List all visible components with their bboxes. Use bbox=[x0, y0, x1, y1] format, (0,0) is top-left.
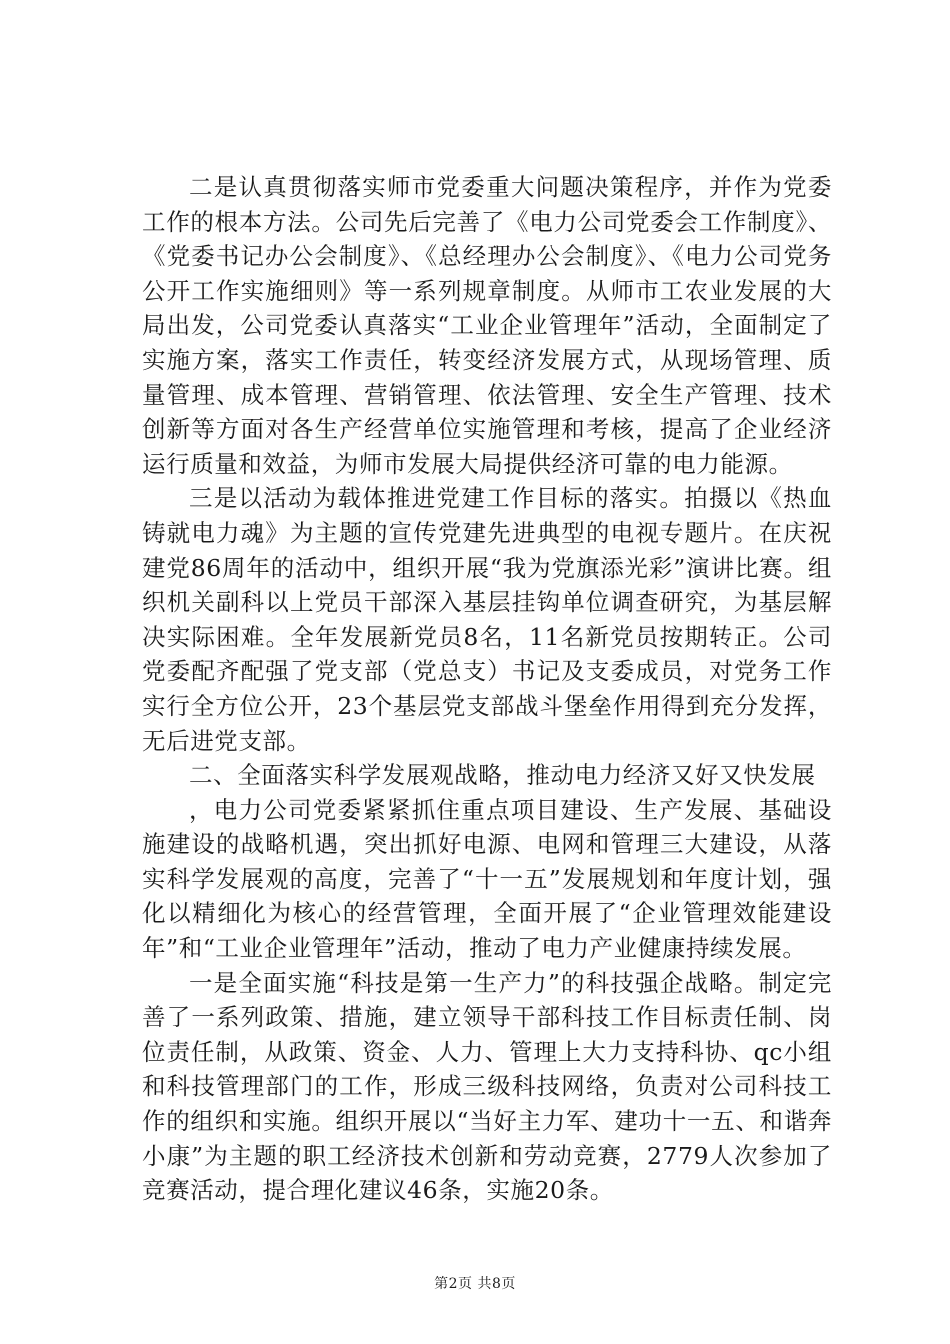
paragraph-activity-carrier: 三是以活动为载体推进党建工作目标的落实。拍摄以《热血铸就电力魂》为主题的宣传党建先进典型的电视专题片。在庆祝建党86周年的活动中，组织开展“我为党旗添光彩”演讲比赛。组织机关副科以上党员干部深入基层挂钩单位调查研究，为基层解决实际困难。全年发展新党员8名，11名新党员按期转正。公司党委配齐配强了党支部（党总支）书记及支委成员，对党务工作实行全方位公开，23个基层党支部战斗堡垒作用得到充分发挥，无后进党支部。 bbox=[142, 484, 832, 755]
page-number-footer: 第2页 共8页 bbox=[434, 1276, 516, 1292]
section-heading-scientific-development: 二、全面落实科学发展观战略，推动电力经济又好又快发展 bbox=[189, 761, 816, 790]
paragraph-strict-decision-procedure: 二是认真贯彻落实师市党委重大问题决策程序，并作为党委工作的根本方法。公司先后完善了《电力公司党委会工作制度》、《党委书记办公会制度》、《总经理办公会制度》、《电力公司党务公开工作实施细则》等一系列规章制度。从师市工农业发展的大局出发，公司党委认真落实“工业企业管理年”活动，全面制定了实施方案，落实工作责任，转变经济发展方式，从现场管理、质量管理、成本管理、营销管理、依法管理、安全生产管理、技术创新等方面对各生产经营单位实施管理和考核，提高了企业经济运行质量和效益，为师市发展大局提供经济可靠的电力能源。 bbox=[142, 173, 832, 478]
paragraph-party-committee-opportunity: ，电力公司党委紧紧抓住重点项目建设、生产发展、基础设施建设的战略机遇，突出抓好电源、电网和管理三大建设，从落实科学发展观的高度，完善了“十一五”发展规划和年度计划，强化以精细化为核心的经营管理，全面开展了“企业管理效能建设年”和“工业企业管理年”活动，推动了电力产业健康持续发展。 bbox=[142, 795, 832, 963]
paragraph-technology-strategy: 一是全面实施“科技是第一生产力”的科技强企战略。制定完善了一系列政策、措施，建立领导干部科技工作目标责任制、岗位责任制，从政策、资金、人力、管理上大力支持科协、qc小组和科技管理部门的工作，形成三级科技网络，负责对公司科技工作的组织和实施。组织开展以“当好主力军、建功十一五、和谐奔小康”为主题的职工经济技术创新和劳动竞赛，2779人次参加了竞赛活动，提合理化建议46条，实施20条。 bbox=[142, 968, 832, 1205]
document-body bbox=[142, 170, 832, 1208]
